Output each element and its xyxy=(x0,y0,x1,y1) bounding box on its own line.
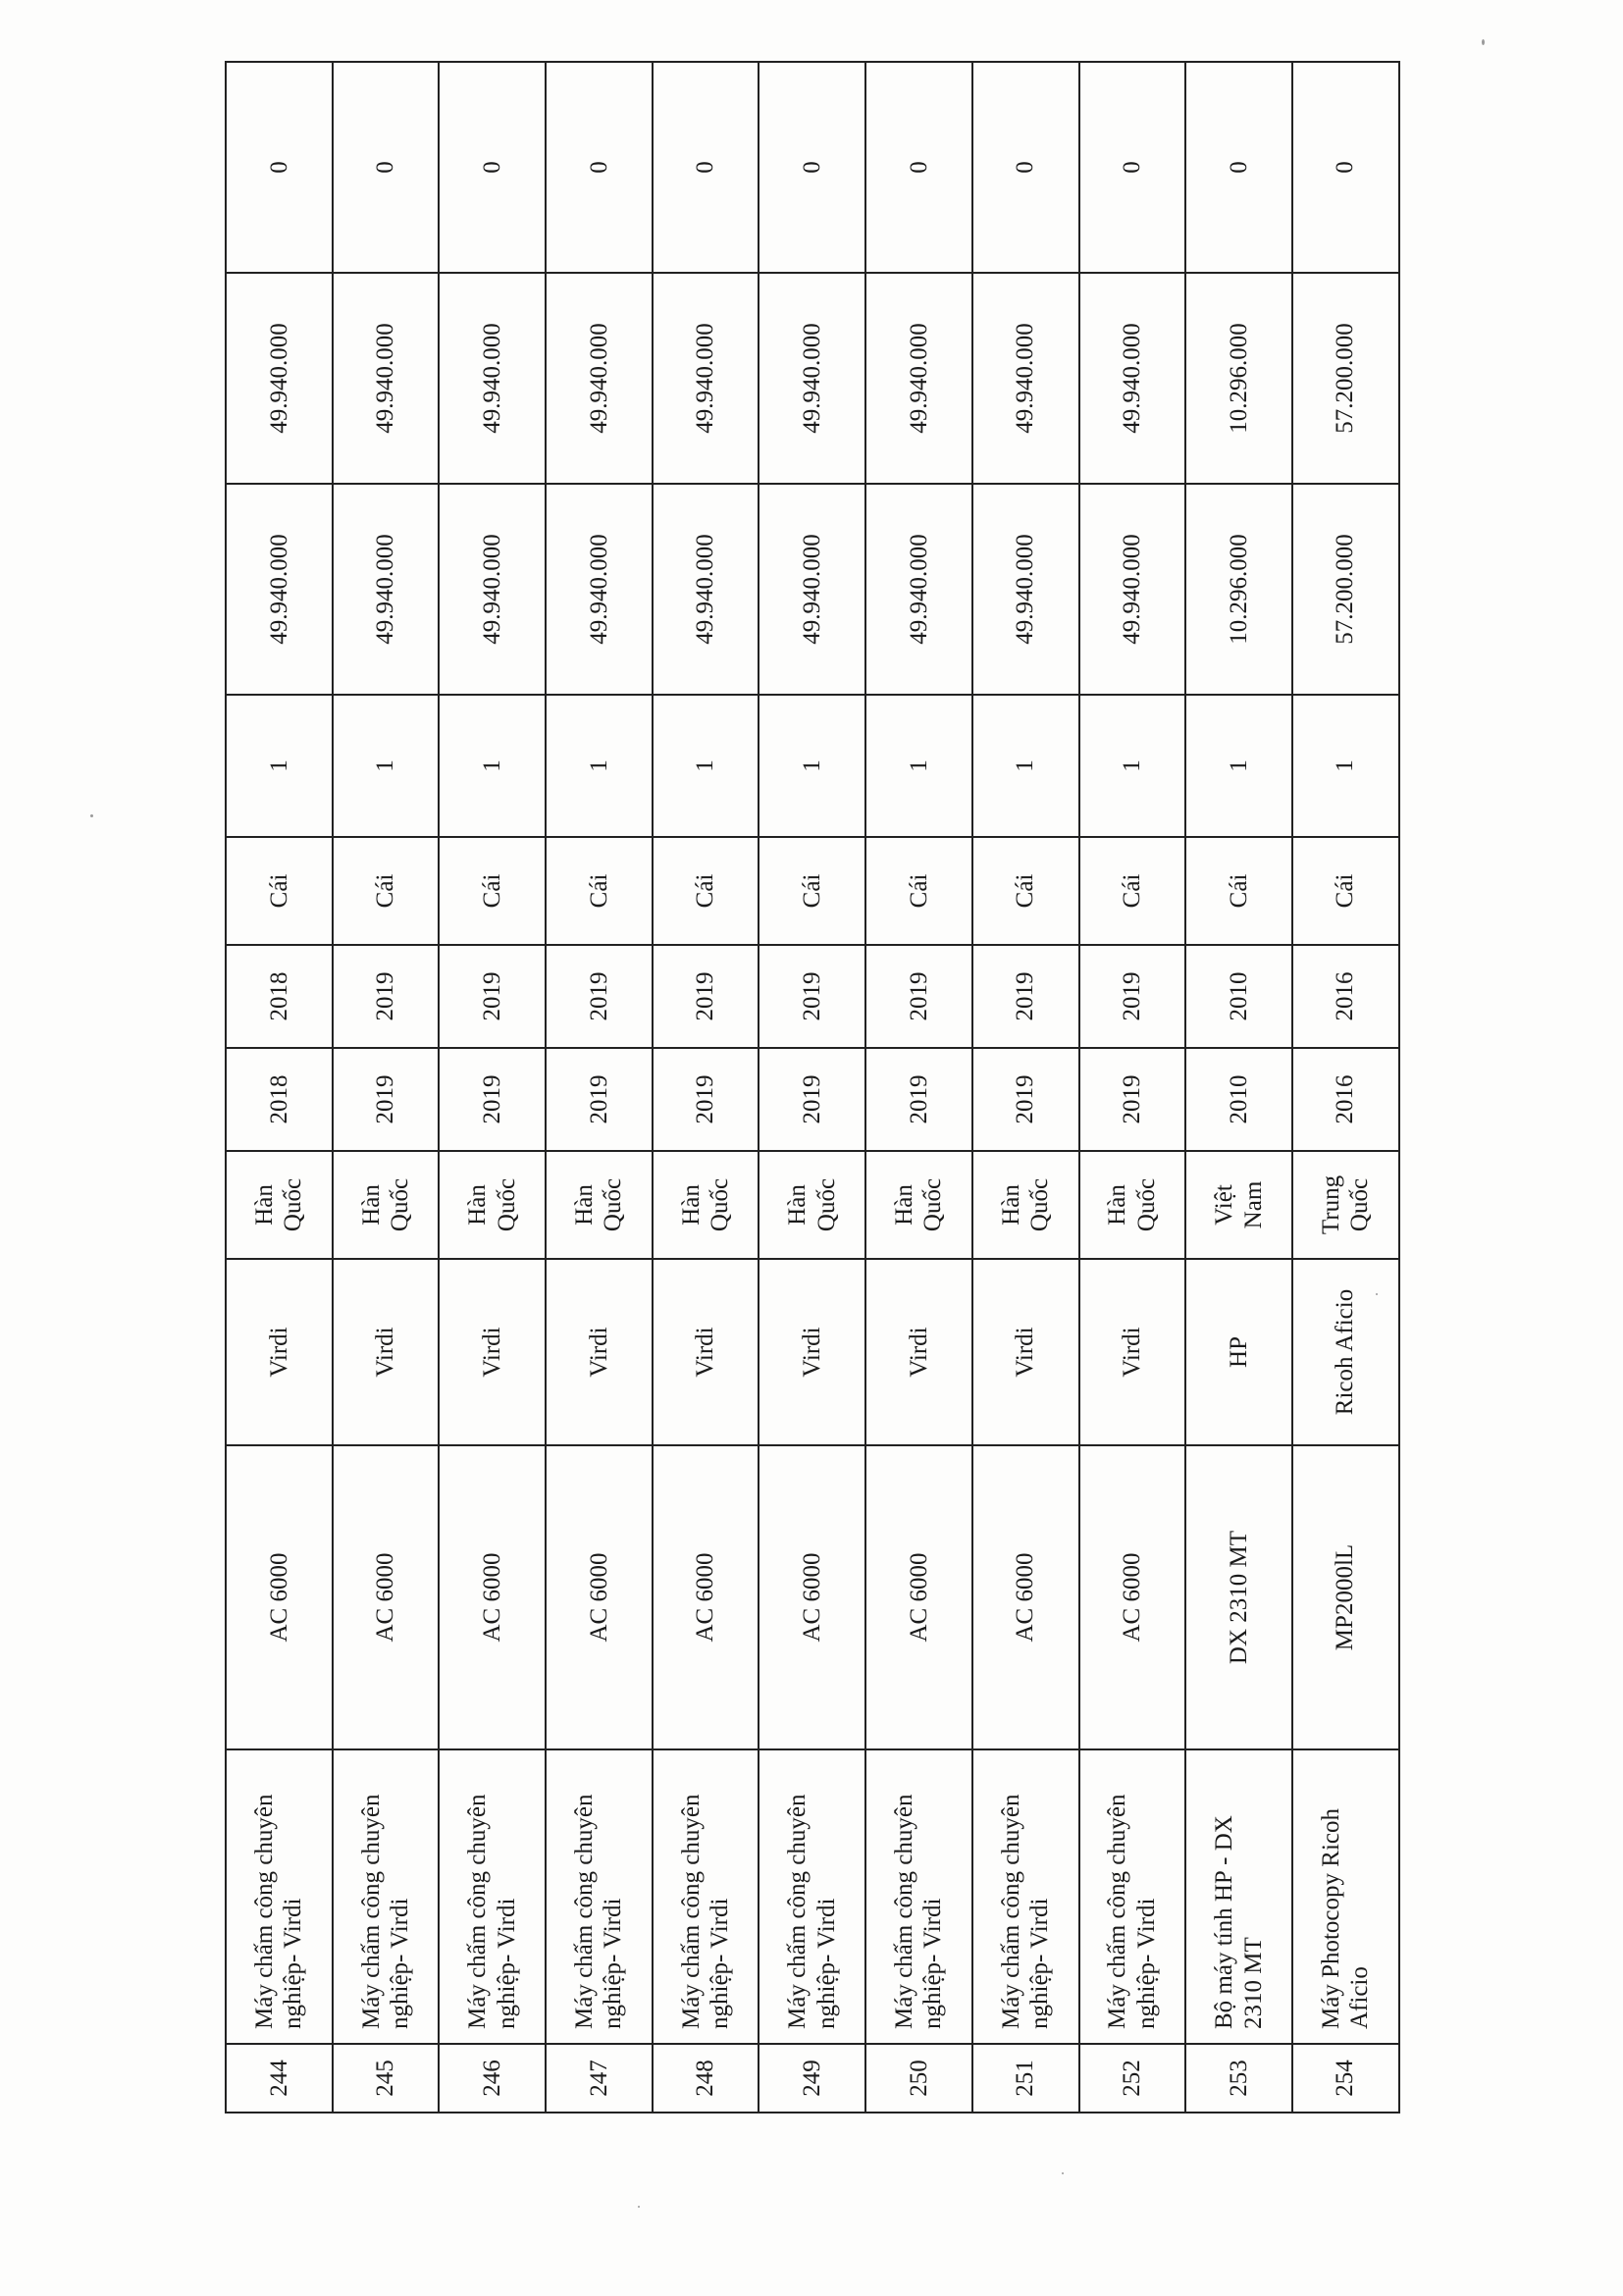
cell-asset-name: Máy Photocopy Ricoh Aficio xyxy=(1292,1749,1399,2044)
cell-asset-name: Máy chấm công chuyên nghiệp- Virdi xyxy=(653,1749,759,2044)
cell-total-value: 49.940.000 xyxy=(653,273,759,484)
cell-quantity: 1 xyxy=(865,695,972,837)
cell-stt: 245 xyxy=(333,2044,440,2113)
cell-model: AC 6000 xyxy=(439,1445,546,1749)
cell-total-value: 49.940.000 xyxy=(1079,273,1186,484)
cell-origin: Hàn Quốc xyxy=(439,1151,546,1259)
cell-origin: Hàn Quốc xyxy=(865,1151,972,1259)
cell-unit: Cái xyxy=(439,837,546,945)
cell-year-made: 2019 xyxy=(333,1048,440,1151)
cell-quantity: 1 xyxy=(546,695,653,837)
cell-unit-price: 49.940.000 xyxy=(972,484,1079,695)
cell-origin: Việt Nam xyxy=(1185,1151,1292,1259)
cell-unit: Cái xyxy=(759,837,865,945)
scan-speck xyxy=(638,2206,640,2208)
cell-total-value: 10.296.000 xyxy=(1185,273,1292,484)
cell-stt: 246 xyxy=(439,2044,546,2113)
cell-asset-name: Máy chấm công chuyên nghiệp- Virdi xyxy=(759,1749,865,2044)
cell-remaining-value: 0 xyxy=(865,62,972,273)
cell-unit: Cái xyxy=(226,837,333,945)
cell-remaining-value: 0 xyxy=(972,62,1079,273)
cell-stt: 250 xyxy=(865,2044,972,2113)
cell-quantity: 1 xyxy=(653,695,759,837)
cell-year-made: 2016 xyxy=(1292,1048,1399,1151)
cell-unit-price: 49.940.000 xyxy=(865,484,972,695)
cell-unit-price: 49.940.000 xyxy=(546,484,653,695)
cell-unit: Cái xyxy=(972,837,1079,945)
cell-brand: HP xyxy=(1185,1259,1292,1445)
cell-quantity: 1 xyxy=(226,695,333,837)
cell-model: AC 6000 xyxy=(1079,1445,1186,1749)
scan-speck xyxy=(1062,2172,1064,2174)
cell-remaining-value: 0 xyxy=(546,62,653,273)
cell-unit: Cái xyxy=(1185,837,1292,945)
table-row xyxy=(1292,62,1399,2113)
cell-asset-name: Máy chấm công chuyên nghiệp- Virdi xyxy=(972,1749,1079,2044)
cell-remaining-value: 0 xyxy=(333,62,440,273)
cell-unit-price: 57.200.000 xyxy=(1292,484,1399,695)
cell-year-made: 2019 xyxy=(972,1048,1079,1151)
cell-unit: Cái xyxy=(546,837,653,945)
cell-unit-price: 49.940.000 xyxy=(653,484,759,695)
cell-year-made: 2019 xyxy=(653,1048,759,1151)
cell-total-value: 49.940.000 xyxy=(333,273,440,484)
cell-unit-price: 49.940.000 xyxy=(333,484,440,695)
cell-total-value: 49.940.000 xyxy=(972,273,1079,484)
cell-asset-name: Máy chấm công chuyên nghiệp- Virdi xyxy=(226,1749,333,2044)
cell-unit-price: 49.940.000 xyxy=(759,484,865,695)
scan-speck xyxy=(1482,39,1485,45)
cell-model: AC 6000 xyxy=(226,1445,333,1749)
scan-speck xyxy=(90,814,93,817)
cell-unit-price: 49.940.000 xyxy=(226,484,333,695)
cell-brand: Virdi xyxy=(546,1259,653,1445)
cell-quantity: 1 xyxy=(759,695,865,837)
cell-year-use: 2019 xyxy=(653,945,759,1048)
cell-stt: 244 xyxy=(226,2044,333,2113)
cell-brand: Virdi xyxy=(759,1259,865,1445)
table-row xyxy=(1079,62,1186,2113)
cell-asset-name: Máy chấm công chuyên nghiệp- Virdi xyxy=(1079,1749,1186,2044)
cell-unit-price: 10.296.000 xyxy=(1185,484,1292,695)
table-row xyxy=(439,62,546,2113)
cell-brand: Virdi xyxy=(972,1259,1079,1445)
table-row xyxy=(972,62,1079,2113)
cell-brand: Virdi xyxy=(333,1259,440,1445)
cell-unit: Cái xyxy=(865,837,972,945)
cell-asset-name: Máy chấm công chuyên nghiệp- Virdi xyxy=(439,1749,546,2044)
table-row xyxy=(333,62,440,2113)
cell-model: AC 6000 xyxy=(759,1445,865,1749)
cell-stt: 252 xyxy=(1079,2044,1186,2113)
cell-asset-name: Máy chấm công chuyên nghiệp- Virdi xyxy=(333,1749,440,2044)
cell-brand: Virdi xyxy=(653,1259,759,1445)
cell-brand: Virdi xyxy=(226,1259,333,1445)
cell-brand: Ricoh Aficio xyxy=(1292,1259,1399,1445)
asset-table-body xyxy=(226,62,1399,2113)
cell-total-value: 57.200.000 xyxy=(1292,273,1399,484)
cell-brand: Virdi xyxy=(439,1259,546,1445)
cell-quantity: 1 xyxy=(1292,695,1399,837)
cell-year-use: 2019 xyxy=(333,945,440,1048)
cell-year-use: 2019 xyxy=(972,945,1079,1048)
cell-unit: Cái xyxy=(1292,837,1399,945)
cell-asset-name: Máy chấm công chuyên nghiệp- Virdi xyxy=(865,1749,972,2044)
rotated-table-wrapper xyxy=(225,63,1398,2113)
cell-remaining-value: 0 xyxy=(1079,62,1186,273)
cell-remaining-value: 0 xyxy=(226,62,333,273)
cell-quantity: 1 xyxy=(1079,695,1186,837)
cell-quantity: 1 xyxy=(333,695,440,837)
cell-year-made: 2019 xyxy=(759,1048,865,1151)
cell-origin: Hàn Quốc xyxy=(546,1151,653,1259)
cell-model: AC 6000 xyxy=(333,1445,440,1749)
table-row xyxy=(653,62,759,2113)
cell-model: AC 6000 xyxy=(865,1445,972,1749)
cell-unit-price: 49.940.000 xyxy=(1079,484,1186,695)
cell-asset-name: Bộ máy tính HP - DX 2310 MT xyxy=(1185,1749,1292,2044)
cell-remaining-value: 0 xyxy=(1185,62,1292,273)
cell-stt: 251 xyxy=(972,2044,1079,2113)
cell-year-made: 2019 xyxy=(546,1048,653,1151)
cell-year-use: 2010 xyxy=(1185,945,1292,1048)
cell-year-made: 2019 xyxy=(865,1048,972,1151)
cell-year-use: 2019 xyxy=(1079,945,1186,1048)
cell-stt: 247 xyxy=(546,2044,653,2113)
cell-year-use: 2016 xyxy=(1292,945,1399,1048)
cell-origin: Trung Quốc xyxy=(1292,1151,1399,1259)
cell-model: MP2000lL xyxy=(1292,1445,1399,1749)
cell-remaining-value: 0 xyxy=(439,62,546,273)
cell-year-use: 2019 xyxy=(439,945,546,1048)
cell-total-value: 49.940.000 xyxy=(439,273,546,484)
cell-total-value: 49.940.000 xyxy=(546,273,653,484)
cell-year-use: 2019 xyxy=(865,945,972,1048)
cell-unit: Cái xyxy=(333,837,440,945)
cell-origin: Hàn Quốc xyxy=(333,1151,440,1259)
cell-stt: 254 xyxy=(1292,2044,1399,2113)
table-row xyxy=(759,62,865,2113)
cell-year-use: 2019 xyxy=(546,945,653,1048)
cell-year-made: 2019 xyxy=(1079,1048,1186,1151)
cell-unit: Cái xyxy=(1079,837,1186,945)
cell-origin: Hàn Quốc xyxy=(226,1151,333,1259)
asset-table xyxy=(225,61,1400,2113)
cell-stt: 248 xyxy=(653,2044,759,2113)
cell-origin: Hàn Quốc xyxy=(972,1151,1079,1259)
cell-remaining-value: 0 xyxy=(653,62,759,273)
cell-origin: Hàn Quốc xyxy=(759,1151,865,1259)
cell-remaining-value: 0 xyxy=(759,62,865,273)
cell-total-value: 49.940.000 xyxy=(759,273,865,484)
scan-speck xyxy=(1376,1293,1378,1295)
cell-total-value: 49.940.000 xyxy=(865,273,972,484)
cell-year-made: 2010 xyxy=(1185,1048,1292,1151)
cell-year-made: 2018 xyxy=(226,1048,333,1151)
cell-unit-price: 49.940.000 xyxy=(439,484,546,695)
cell-unit: Cái xyxy=(653,837,759,945)
cell-brand: Virdi xyxy=(1079,1259,1186,1445)
table-row xyxy=(226,62,333,2113)
cell-stt: 253 xyxy=(1185,2044,1292,2113)
cell-stt: 249 xyxy=(759,2044,865,2113)
cell-quantity: 1 xyxy=(439,695,546,837)
table-row xyxy=(546,62,653,2113)
cell-year-made: 2019 xyxy=(439,1048,546,1151)
cell-year-use: 2019 xyxy=(759,945,865,1048)
table-row xyxy=(865,62,972,2113)
cell-model: AC 6000 xyxy=(546,1445,653,1749)
cell-origin: Hàn Quốc xyxy=(1079,1151,1186,1259)
cell-total-value: 49.940.000 xyxy=(226,273,333,484)
cell-asset-name: Máy chấm công chuyên nghiệp- Virdi xyxy=(546,1749,653,2044)
cell-quantity: 1 xyxy=(972,695,1079,837)
cell-model: AC 6000 xyxy=(653,1445,759,1749)
cell-origin: Hàn Quốc xyxy=(653,1151,759,1259)
cell-remaining-value: 0 xyxy=(1292,62,1399,273)
cell-quantity: 1 xyxy=(1185,695,1292,837)
cell-model: DX 2310 MT xyxy=(1185,1445,1292,1749)
cell-model: AC 6000 xyxy=(972,1445,1079,1749)
cell-year-use: 2018 xyxy=(226,945,333,1048)
table-row xyxy=(1185,62,1292,2113)
cell-brand: Virdi xyxy=(865,1259,972,1445)
